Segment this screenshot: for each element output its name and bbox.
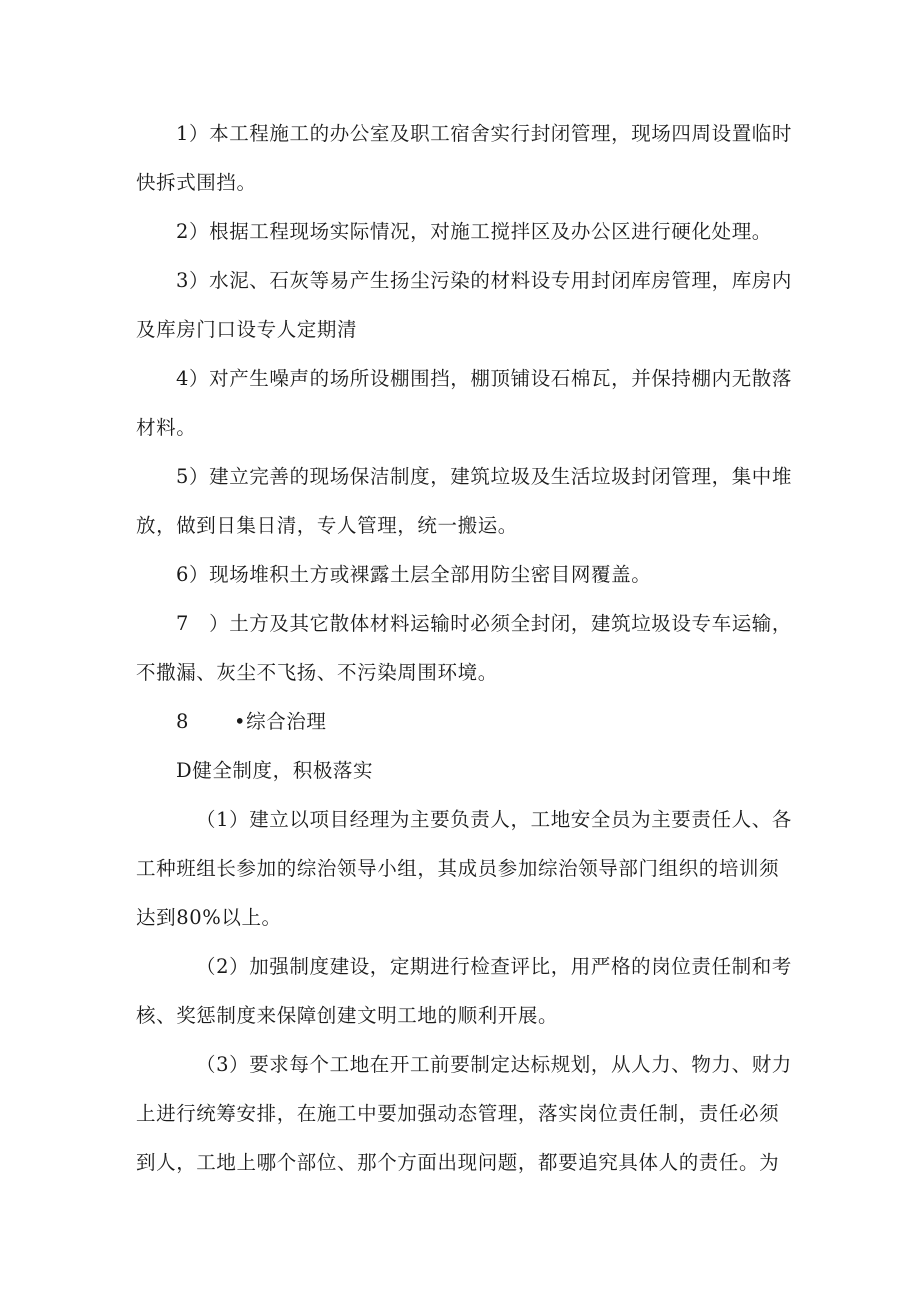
item-1-line-1: 1）本工程施工的办公室及职工宿舍实行封闭管理，现场四周设置临时 <box>176 122 793 145</box>
subitem-2-line-2: 核、奖惩制度来保障创建文明工地的顺利开展。 <box>136 1004 559 1027</box>
item-4-line-1: 4）对产生噪声的场所设棚围挡，棚顶铺设石棉瓦，并保持棚内无散落 <box>176 367 793 390</box>
item-4-line-2: 材料。 <box>136 416 197 439</box>
item-1-line-2: 快拆式围挡。 <box>136 171 257 194</box>
section-title: •综合治理 <box>234 710 327 733</box>
subitem-3-line-1: （3）要求每个工地在开工前要制定达标规划，从人力、物力、财力 <box>196 1053 792 1076</box>
subitem-1-line-1: （1）建立以项目经理为主要负责人，工地安全员为主要责任人、各 <box>196 808 792 831</box>
subitem-3-line-3: 到人，工地上哪个部位、那个方面出现问题，都要追究具体人的责任。为 <box>136 1151 780 1174</box>
item-7-line-1: 7 ）土方及其它散体材料运输时必须全封闭，建筑垃圾设专车运输， <box>176 612 793 635</box>
subitem-1-line-3: 达到80%以上。 <box>136 906 282 929</box>
item-5-line-1: 5）建立完善的现场保洁制度，建筑垃圾及生活垃圾封闭管理，集中堆 <box>176 465 793 488</box>
item-7-line-2: 不撒漏、灰尘不飞扬、不污染周围环境。 <box>136 661 498 684</box>
item-6-line-1: 6）现场堆积土方或裸露土层全部用防尘密目网覆盖。 <box>176 563 652 586</box>
subitem-2-line-1: （2）加强制度建设，定期进行检查评比，用严格的岗位责任制和考 <box>196 955 792 978</box>
section-heading <box>176 709 796 735</box>
item-2-line-1: 2）根据工程现场实际情况，对施工搅拌区及办公区进行硬化处理。 <box>176 220 772 243</box>
item-5-line-2: 放，做到日集日清，专人管理，统一搬运。 <box>136 514 518 537</box>
section-number: 8 <box>176 710 190 733</box>
subheading: D健全制度，积极落实 <box>176 759 374 782</box>
subitem-3-line-2: 上进行统筹安排，在施工中要加强动态管理，落实岗位责任制，责任必须 <box>136 1102 780 1125</box>
item-3-line-1: 3）水泥、石灰等易产生扬尘污染的材料设专用封闭库房管理，库房内 <box>176 269 793 292</box>
item-3-line-2: 及库房门口设专人定期清 <box>136 318 358 341</box>
subitem-1-line-2: 工种班组长参加的综治领导小组，其成员参加综治领导部门组织的培训须 <box>136 857 780 880</box>
